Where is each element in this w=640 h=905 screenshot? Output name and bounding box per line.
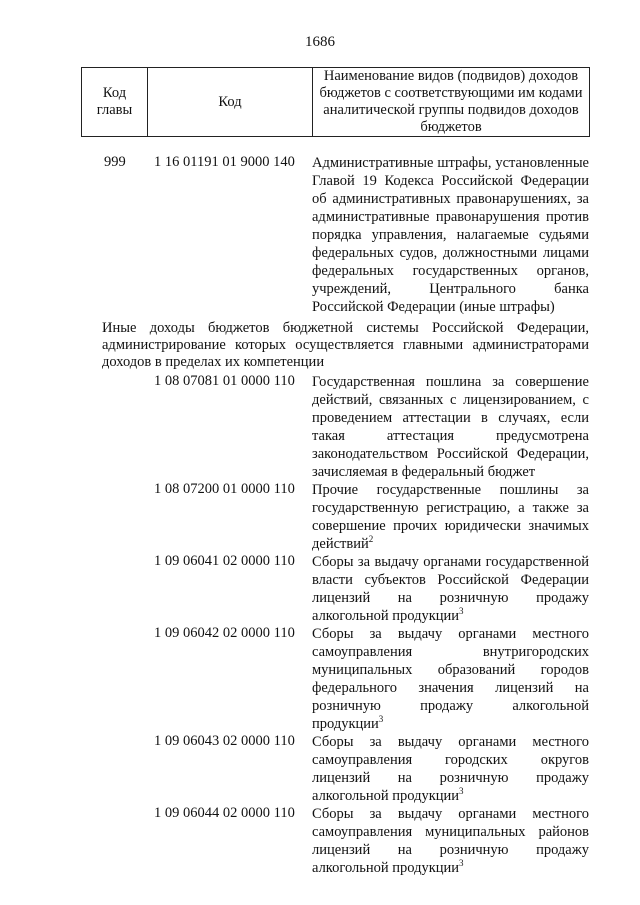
- name-line: [312, 715, 589, 733]
- footnote-marker: 3: [459, 786, 464, 797]
- section-line: Иные доходы бюджетов бюджетной системы Российской Федерации,: [102, 320, 589, 336]
- name-line: Российской Федерации (иные штрафы): [312, 299, 555, 315]
- name-line-text: алкогольной продукции: [312, 860, 460, 876]
- name-line-text: федерального значения лицензий на: [312, 680, 589, 696]
- name-line: [312, 445, 589, 463]
- table-row: [0, 553, 640, 625]
- name-line-text: Сборы за выдачу органами местного: [312, 806, 589, 822]
- name-line: административные правонарушения против: [312, 209, 589, 225]
- name-line: об административных правонарушениях, за: [312, 191, 589, 207]
- name-line-text: самоуправления внутригородских: [312, 644, 589, 660]
- table-header: [81, 67, 590, 137]
- table-row: [0, 805, 640, 877]
- name-line: [312, 607, 589, 625]
- name-line: [312, 481, 589, 499]
- section-line: администрирование которых осуществляется главными администраторами: [102, 337, 589, 353]
- name-line: [312, 661, 589, 679]
- name-line: [312, 499, 589, 517]
- income-name: [312, 481, 589, 553]
- name-line: федеральных судов, должностными лицами: [312, 245, 589, 261]
- name-line-text: розничную продажу алкогольной: [312, 698, 589, 714]
- name-line-text: алкогольной продукции: [312, 608, 460, 624]
- name-line: [312, 571, 589, 589]
- name-line: учреждений, Центрального банка: [312, 281, 589, 297]
- name-line: [312, 841, 589, 859]
- name-line-text: самоуправления муниципальных районов: [312, 824, 589, 840]
- income-rows: [0, 373, 640, 877]
- name-line: [312, 751, 589, 769]
- page-number: 1686: [305, 34, 335, 50]
- name-line-text: Сборы за выдачу органами местного: [312, 734, 589, 750]
- table-row: [0, 733, 640, 805]
- name-line: [312, 391, 589, 409]
- name-line: [312, 805, 589, 823]
- name-line: Главой 19 Кодекса Российской Федерации: [312, 173, 589, 189]
- header-income-name: Наименование видов (подвидов) доходов бюджетов с соответствующими им кодами аналитической группы подвидов доходов бюджетов: [313, 68, 590, 137]
- name-line-text: власти субъектов Российской Федерации: [312, 572, 589, 588]
- footnote-marker: 3: [378, 714, 384, 725]
- name-line: [312, 625, 589, 643]
- name-line: порядка управления, налагаемые судьями: [312, 227, 589, 243]
- name-line: [312, 463, 589, 481]
- name-line-text: государственную регистрацию, а также за: [312, 500, 589, 516]
- name-line: [312, 697, 589, 715]
- name-line-text: лицензий на розничную продажу: [312, 842, 589, 858]
- name-line-text: проведением аттестации в случаях, если: [312, 410, 589, 426]
- name-line: [312, 427, 589, 445]
- income-name: [312, 154, 589, 316]
- name-line-text: алкогольной продукции: [312, 788, 460, 804]
- name-line-text: Сборы за выдачу органами государственной: [312, 554, 589, 570]
- header-chapter-code: Код главы: [82, 68, 148, 137]
- name-line: [312, 787, 589, 805]
- footnote-marker: 3: [459, 858, 464, 869]
- name-line-text: продукции: [312, 716, 379, 732]
- table-row: [0, 373, 640, 481]
- income-code: 1 09 06041 02 0000 110: [154, 553, 295, 569]
- income-name: [312, 625, 589, 733]
- name-line-text: муниципальных образований городов: [312, 662, 589, 678]
- name-line-text: Прочие государственные пошлины за: [312, 482, 589, 498]
- section-line: доходов в пределах их компетенции: [102, 354, 325, 370]
- income-code: 1 08 07200 01 0000 110: [154, 481, 295, 497]
- income-name: [312, 553, 589, 625]
- income-code: 1 16 01191 01 9000 140: [154, 154, 295, 170]
- section-heading: [102, 320, 589, 371]
- name-line-text: лицензий на розничную продажу: [312, 590, 589, 606]
- name-line: [312, 823, 589, 841]
- name-line: [312, 733, 589, 751]
- name-line-text: самоуправления городских округов: [312, 752, 589, 768]
- income-name: [312, 373, 589, 481]
- income-code: 1 08 07081 01 0000 110: [154, 373, 295, 389]
- name-line: Административные штрафы, установленные: [312, 155, 589, 171]
- income-code: 1 09 06043 02 0000 110: [154, 733, 295, 749]
- name-line-text: зачисляемая в федеральный бюджет: [312, 464, 536, 480]
- name-line: [312, 859, 589, 877]
- name-line: [312, 517, 589, 535]
- name-line: [312, 643, 589, 661]
- income-code: 1 09 06044 02 0000 110: [154, 805, 295, 821]
- chapter-code: 999: [104, 154, 126, 170]
- income-name: [312, 805, 589, 877]
- name-line: федеральных государственных органов,: [312, 263, 589, 279]
- name-line-text: такая аттестация предусмотрена: [312, 428, 589, 444]
- name-line-text: Государственная пошлина за совершение: [312, 374, 589, 390]
- footnote-marker: 3: [459, 606, 464, 617]
- name-line: [312, 589, 589, 607]
- name-line: [312, 769, 589, 787]
- name-line-text: лицензий на розничную продажу: [312, 770, 589, 786]
- name-line: [312, 373, 589, 391]
- name-line: [312, 553, 589, 571]
- name-line: [312, 409, 589, 427]
- name-line: [312, 679, 589, 697]
- footnote-marker: 2: [368, 534, 374, 545]
- name-line-text: действий, связанных с лицензированием, с: [312, 392, 589, 408]
- table-row: [0, 481, 640, 553]
- income-name: [312, 733, 589, 805]
- table-row: [0, 625, 640, 733]
- name-line-text: действий: [312, 536, 369, 552]
- name-line-text: совершение прочих юридически значимых: [312, 518, 589, 534]
- name-line-text: Сборы за выдачу органами местного: [312, 626, 589, 642]
- name-line: [312, 535, 589, 553]
- name-line-text: законодательством Российской Федерации,: [312, 446, 589, 462]
- header-code: Код: [148, 68, 313, 137]
- table-body: [0, 154, 640, 877]
- table-row: [0, 154, 640, 316]
- income-code: 1 09 06042 02 0000 110: [154, 625, 295, 641]
